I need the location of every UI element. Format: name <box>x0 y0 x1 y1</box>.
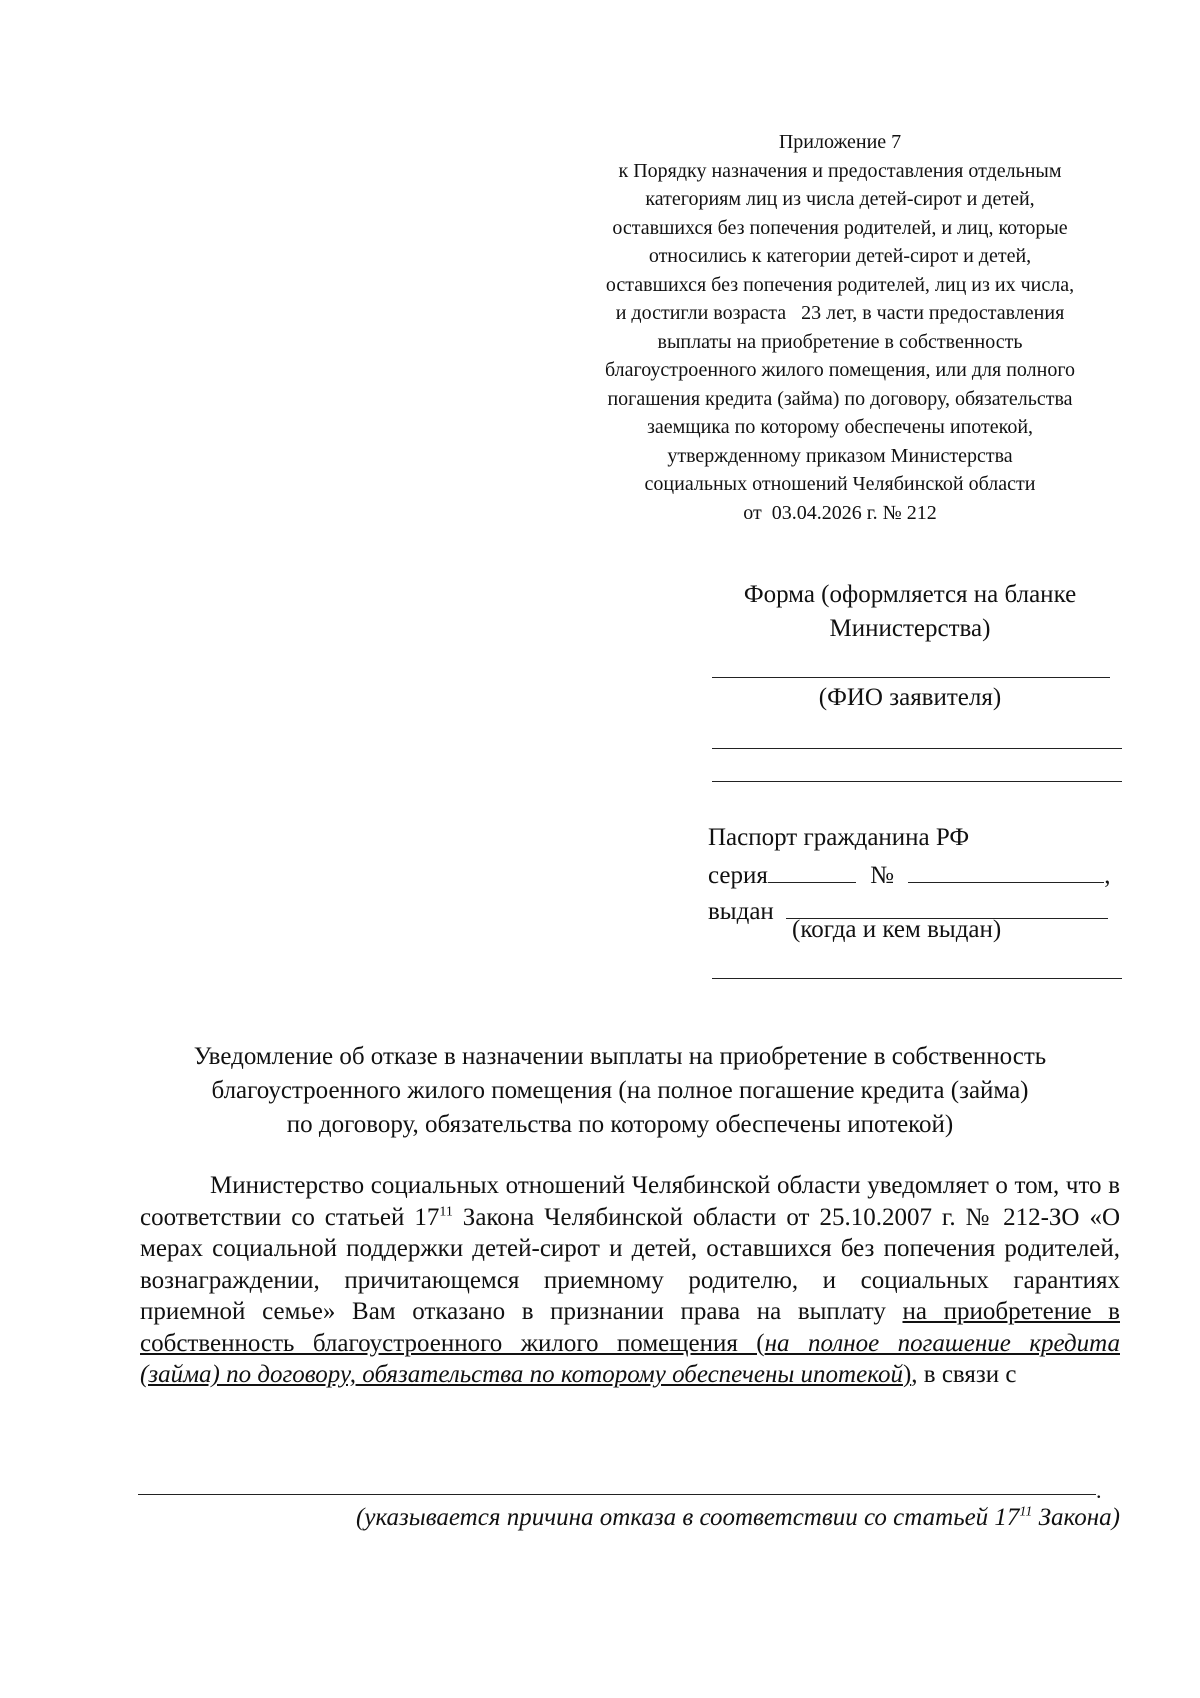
underlined-close: ) <box>902 1361 912 1388</box>
notice-title-line: благоустроенного жилого помещения (на полное погашение кредита (займа) <box>211 1077 1029 1104</box>
form-note-line: Форма (оформляется на бланке <box>743 581 1077 608</box>
appendix-line: оставшихся без попечения родителей, и лиц, которые <box>612 216 1068 239</box>
body-part-1: Министерство социальных отношений Челябинской области уведомляет о том, что в соответствии со статьей 17 <box>140 1172 1120 1231</box>
address-blank-line-2[interactable] <box>712 781 1122 782</box>
appendix-line: категориям лиц из числа детей-сирот и детей, <box>645 188 1035 210</box>
appendix-line: благоустроенного жилого помещения, или для полного <box>604 359 1076 381</box>
appendix-line: выплаты на приобретение в собственность <box>657 330 1023 353</box>
passport-block <box>708 820 1111 928</box>
series-label: серия <box>708 862 768 889</box>
series-comma: , <box>1104 862 1111 889</box>
notice-paragraph <box>140 1170 1120 1391</box>
reason-note-part-1: (указывается причина отказа в соответствии со статьей 17 <box>356 1504 1020 1531</box>
notice-title-line: по договору, обязательства по которому обеспечены ипотекой) <box>286 1111 954 1138</box>
fio-blank-line[interactable] <box>712 677 1110 678</box>
appendix-line: Приложение 7 <box>778 131 902 153</box>
body-part-2: Закона Челябинской области от 25.10.2007 г. № 212-ЗО «О мерах социальной поддержки детей-сирот и детей, оставшихся без попечения родителей, вознаграждении, причитающемся приемному родителю, и социальных гарантиях приемной семье» Вам отказано в признании права на выплату <box>140 1203 1121 1325</box>
appendix-line: социальных отношений Челябинской области <box>644 473 1036 495</box>
appendix-line: от 03.04.2026 г. № 212 <box>743 501 937 524</box>
passport-title: Паспорт гражданина РФ <box>708 824 970 851</box>
appendix-line: к Порядку назначения и предоставления отдельным <box>618 159 1062 182</box>
fio-label: (ФИО заявителя) <box>818 684 1002 711</box>
article-sup: 11 <box>439 1204 453 1220</box>
appendix-header <box>540 128 1140 527</box>
notice-title <box>100 1040 1140 1142</box>
number-blank[interactable] <box>908 856 1104 883</box>
reason-note-sup: 11 <box>1019 1504 1033 1520</box>
appendix-line: оставшихся без попечения родителей, лиц из их числа, <box>605 273 1075 296</box>
body-part-3: , в связи с <box>911 1361 1017 1388</box>
notice-title-line: Уведомление об отказе в назначении выплаты на приобретение в собственность <box>193 1043 1047 1070</box>
appendix-line: погашения кредита (займа) по договору, обязательства <box>607 387 1073 410</box>
form-note <box>700 578 1120 646</box>
notice-body <box>140 1170 1120 1391</box>
appendix-line: относились к категории детей-сирот и детей, <box>648 245 1032 267</box>
reason-note-part-2: Закона) <box>1032 1504 1120 1531</box>
reason-note <box>250 1504 1120 1532</box>
appendix-line: и достигли возраста 23 лет, в части предоставления <box>615 302 1065 324</box>
reason-blank-line[interactable] <box>138 1494 1096 1495</box>
appendix-line: утвержденному приказом Министерства <box>667 444 1013 467</box>
series-blank[interactable] <box>768 856 856 883</box>
appendix-line: заемщика по которому обеспечены ипотекой, <box>646 416 1034 438</box>
passport-series-row <box>708 856 1111 892</box>
address-blank-line-1[interactable] <box>712 748 1122 749</box>
form-note-line: Министерства) <box>829 615 991 642</box>
underlined-purpose-alt: на полное погашение кредита (займа) по договору, обязательства по которому обеспечены ипотекой <box>140 1329 1120 1388</box>
issued-label: выдан <box>708 898 774 925</box>
issued-blank[interactable] <box>786 892 1108 919</box>
number-label: № <box>870 862 894 889</box>
issued-blank-line-2[interactable] <box>712 978 1122 979</box>
reason-end-dot: . <box>1096 1478 1102 1503</box>
underlined-purpose: на приобретение в собственность благоустроенного жилого помещения ( <box>140 1298 1120 1357</box>
issued-note: (когда и кем выдан) <box>792 916 1002 943</box>
